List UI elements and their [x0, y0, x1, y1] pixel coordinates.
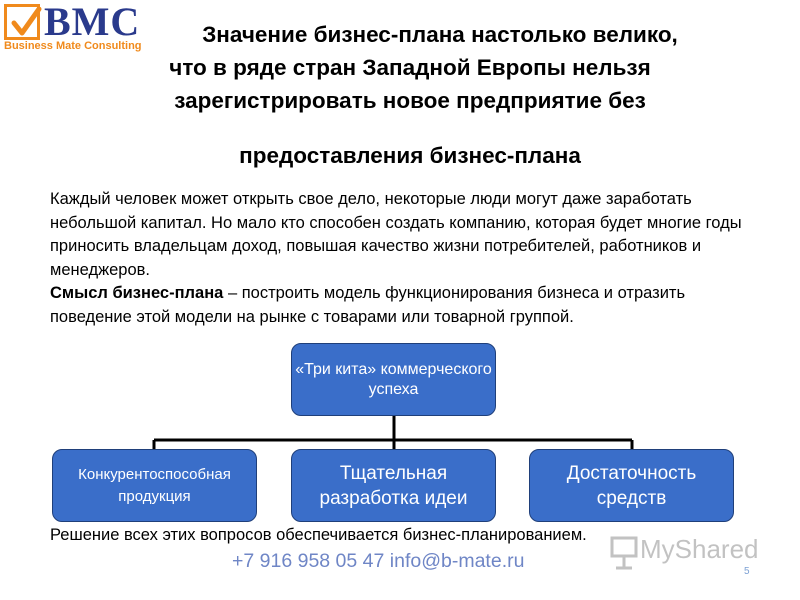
title-line-2: что в ряде стран Западной Европы нельзя [169, 55, 651, 80]
diagram-node-product [52, 449, 257, 522]
title-line-3: зарегистрировать новое предприятие без [174, 88, 646, 113]
paragraph-intro: Каждый человек может открыть свое дело, некоторые люди могут даже заработать небольшой капитал. Но мало кто способен создать компанию, которая будет многие годы приносить владельцам доход, повышая качество жизни потребителей, работников и менеджеров. [50, 190, 742, 279]
diagram-root-node [291, 343, 496, 416]
logo-name: BMC [44, 0, 141, 44]
root-node-label: «Три кита» коммерческого успеха [295, 360, 492, 398]
node-funds-label: Достаточность средств [566, 462, 697, 509]
slide-number: 5 [744, 566, 750, 577]
node-idea-label: Тщательная разработка идеи [319, 462, 468, 509]
definition-term: Смысл бизнес-плана [50, 284, 224, 302]
diagram-node-idea [291, 449, 496, 522]
node-product-label: Конкурентоспособная продукция [78, 465, 231, 505]
diagram-node-funds [529, 449, 734, 522]
logo-subtitle: Business Mate Consulting [4, 40, 142, 52]
contact-info: +7 916 958 05 47 info@b-mate.ru [232, 550, 525, 572]
definition-text: – построить модель функционирования бизнеса и отразить поведение этой модели на рынке с товарами или товарной группой. [50, 284, 686, 326]
presentation-board-icon [610, 536, 638, 570]
title-line-4: предоставления бизнес-плана [239, 143, 581, 168]
watermark-text: MyShared [640, 534, 759, 564]
conclusion-text: Решение всех этих вопросов обеспечивается бизнес-планированием. [50, 526, 587, 544]
title-line-1: Значение бизнес-плана настолько велико, [202, 22, 678, 47]
